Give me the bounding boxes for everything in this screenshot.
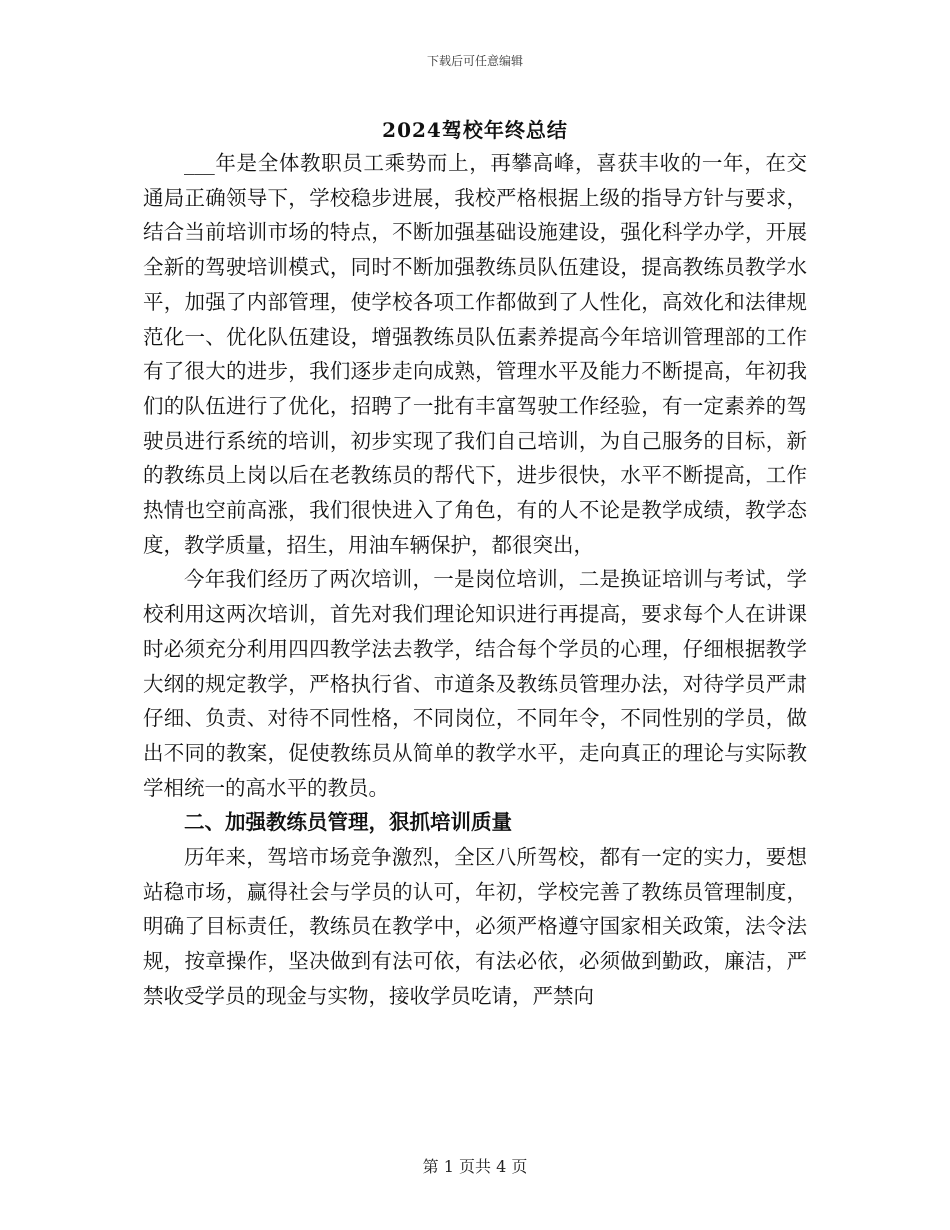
paragraph-2: 今年我们经历了两次培训，一是岗位培训，二是换证培训与考试，学校利用这两次培训，首先对我们理论知识进行再提高，要求每个人在讲课时必须充分利用四四教学法去教学，结合每个学员的心理，仔细根据教学大纲的规定教学，严格执行省、市道条及教练员管理办法，对待学员严肃仔细、负责、对待不同性格，不同岗位，不同年令，不同性别的学员，做出不同的教案，促使教练员从简单的教学水平，走向真正的理论与实际教学相统一的高水平的教员。	[143, 567, 807, 800]
paragraph-1: ___年是全体教职员工乘势而上，再攀高峰，喜获丰收的一年，在交通局正确领导下，学校稳步进展，我校严格根据上级的指导方针与要求，结合当前培训市场的特点，不断加强基础设施建设，强化科学办学，开展全新的驾驶培训模式，同时不断加强教练员队伍建设，提高教练员教学水平，加强了内部管理，使学校各项工作都做到了人性化，高效化和法律规范化一、优化队伍建设，增强教练员队伍素养提高今年培训管理部的工作有了很大的进步，我们逐步走向成熟，管理水平及能力不断提高，年初我们的队伍进行了优化，招聘了一批有丰富驾驶工作经验，有一定素养的驾驶员进行系统的培训，初步实现了我们自己培训，为自己服务的目标，新的教练员上岗以后在老教练员的帮代下，进步很快，水平不断提高，工作热情也空前高涨，我们很快进入了角色，有的人不论是教学成绩，教学态度，教学质量，招生，用油车辆保护，都很突出，	[143, 151, 807, 557]
page-header-note: 下载后可任意编辑	[426, 54, 523, 68]
paragraph-3: 历年来，驾培市场竞争激烈，全区八所驾校，都有一定的实力，要想站稳市场，赢得社会与学员的认可，年初，学校完善了教练员管理制度，明确了目标责任，教练员在教学中，必须严格遵守国家相关政策，法令法规，按章操作，坚决做到有法可依，有法必依，必须做到勤政，廉洁，严禁收受学员的现金与实物，接收学员吃请，严禁向	[143, 845, 807, 1008]
document-title: 2024驾校年终总结	[382, 118, 568, 142]
section-heading: 二、加强教练员管理，狠抓培训质量	[184, 810, 512, 835]
page-footer-number: 第 1 页共 4 页	[422, 1157, 528, 1176]
document-body	[143, 146, 807, 1014]
